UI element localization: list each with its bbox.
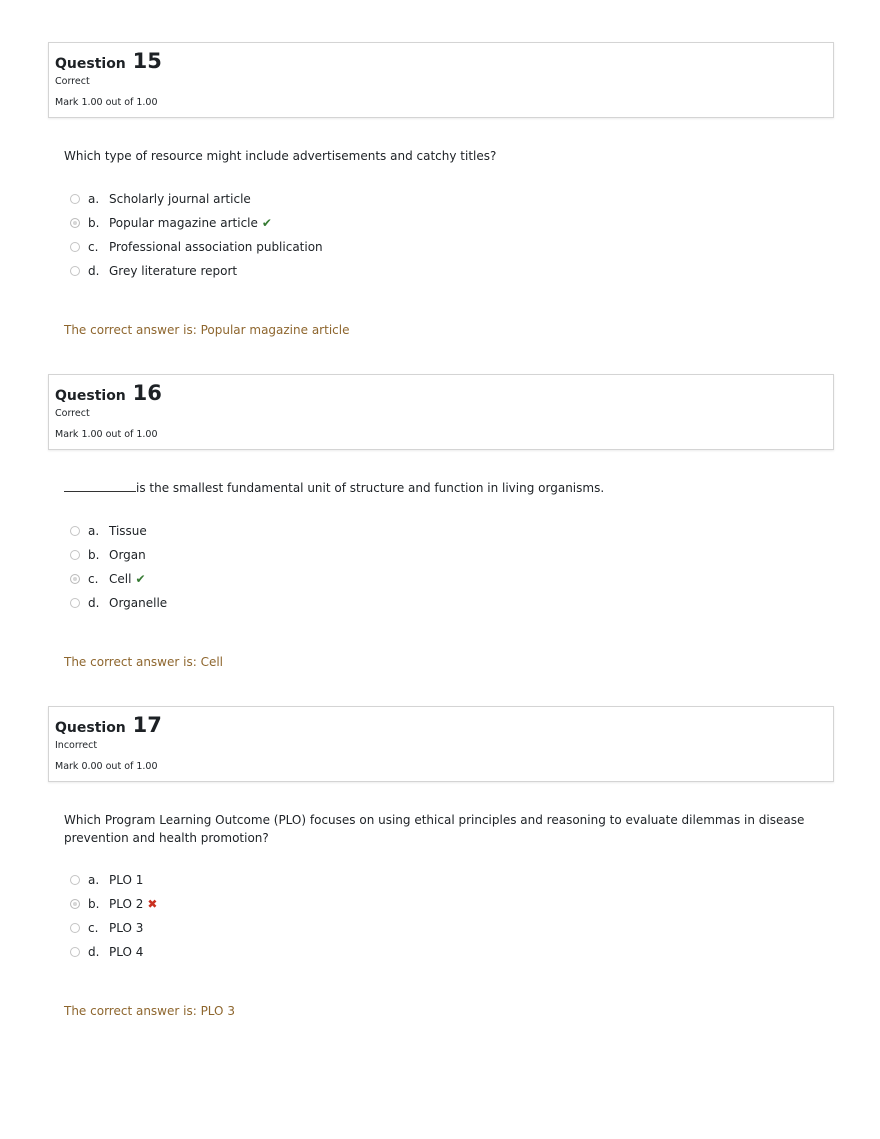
correct-answer-feedback: The correct answer is: PLO 3	[64, 1004, 235, 1018]
answer-option[interactable]	[70, 187, 834, 211]
option-letter: c.	[88, 571, 99, 586]
option-text: PLO 2	[109, 897, 144, 911]
radio-button[interactable]	[70, 598, 80, 608]
radio-button[interactable]	[70, 899, 80, 909]
option-text: Organelle	[109, 595, 168, 610]
answer-option[interactable]	[70, 591, 834, 615]
correct-answer-feedback: The correct answer is: Popular magazine article	[64, 322, 350, 337]
question-mark: Mark 1.00 out of 1.00	[55, 429, 158, 440]
radio-button[interactable]	[70, 550, 80, 560]
question-state: Correct	[55, 408, 90, 419]
question-info-box	[48, 42, 834, 118]
question-number: 17	[132, 713, 162, 737]
question-info-box	[48, 706, 834, 782]
question-info-box	[48, 374, 834, 450]
question-text	[64, 480, 814, 498]
radio-button[interactable]	[70, 875, 80, 885]
question-title	[55, 713, 827, 737]
question-label: Question	[55, 56, 126, 72]
question-label: Question	[55, 720, 126, 736]
answer-option[interactable]	[70, 211, 834, 235]
radio-button[interactable]	[70, 194, 80, 204]
answer-options	[70, 519, 834, 615]
option-text: Professional association publication	[109, 239, 323, 254]
question-title	[55, 381, 827, 405]
radio-button[interactable]	[70, 242, 80, 252]
option-letter: a.	[88, 873, 100, 887]
question-title	[55, 49, 827, 73]
option-text: Grey literature report	[109, 263, 238, 278]
answer-option[interactable]	[70, 235, 834, 259]
answer-option[interactable]	[70, 868, 834, 892]
question-text-content: is the smallest fundamental unit of structure and function in living organisms.	[136, 481, 605, 495]
option-letter: b.	[88, 547, 100, 562]
answer-option[interactable]	[70, 916, 834, 940]
radio-button[interactable]	[70, 574, 80, 584]
answer-option[interactable]	[70, 543, 834, 567]
question-label: Question	[55, 388, 126, 404]
option-text: PLO 3	[109, 921, 144, 935]
option-text: Tissue	[109, 523, 147, 538]
option-text: Organ	[109, 547, 146, 562]
question-state: Incorrect	[55, 740, 98, 751]
question-16	[48, 374, 834, 671]
correct-answer-feedback: The correct answer is: Cell	[64, 654, 223, 669]
radio-button[interactable]	[70, 218, 80, 228]
option-letter: d.	[88, 595, 100, 610]
option-letter: d.	[88, 263, 100, 278]
answer-option[interactable]	[70, 567, 834, 591]
answer-option[interactable]	[70, 940, 834, 964]
radio-button[interactable]	[70, 526, 80, 536]
radio-button[interactable]	[70, 266, 80, 276]
question-mark: Mark 1.00 out of 1.00	[55, 97, 158, 108]
check-icon: ✔	[135, 571, 146, 586]
option-text: PLO 1	[109, 873, 144, 887]
option-letter: b.	[88, 897, 100, 911]
question-17	[48, 706, 834, 1020]
option-text: Scholarly journal article	[109, 191, 251, 206]
answer-option[interactable]	[70, 259, 834, 283]
option-letter: b.	[88, 215, 100, 230]
option-letter: a.	[88, 523, 100, 538]
option-letter: c.	[88, 921, 99, 935]
radio-button[interactable]	[70, 923, 80, 933]
question-text-content: Which Program Learning Outcome (PLO) focuses on using ethical principles and reasoning to evaluate dilemmas in disease prevention and health promotion?	[64, 813, 805, 845]
option-letter: a.	[88, 191, 100, 206]
check-icon: ✔	[261, 215, 272, 230]
radio-button[interactable]	[70, 947, 80, 957]
option-text: PLO 4	[109, 945, 144, 959]
question-number: 16	[132, 381, 162, 405]
question-text-content: Which type of resource might include advertisements and catchy titles?	[64, 149, 497, 163]
question-number: 15	[132, 49, 162, 73]
cross-icon: ✖	[147, 897, 158, 911]
option-letter: c.	[88, 239, 99, 254]
question-mark: Mark 0.00 out of 1.00	[55, 761, 158, 772]
question-state: Correct	[55, 76, 90, 87]
question-text	[64, 812, 814, 847]
question-15	[48, 42, 834, 339]
option-text: Popular magazine article	[109, 215, 258, 230]
answer-options	[70, 187, 834, 283]
answer-option[interactable]	[70, 892, 834, 916]
option-letter: d.	[88, 945, 100, 959]
question-text	[64, 148, 814, 166]
answer-options	[70, 868, 834, 964]
option-text: Cell	[109, 571, 132, 586]
answer-option[interactable]	[70, 519, 834, 543]
fill-blank	[64, 480, 136, 492]
